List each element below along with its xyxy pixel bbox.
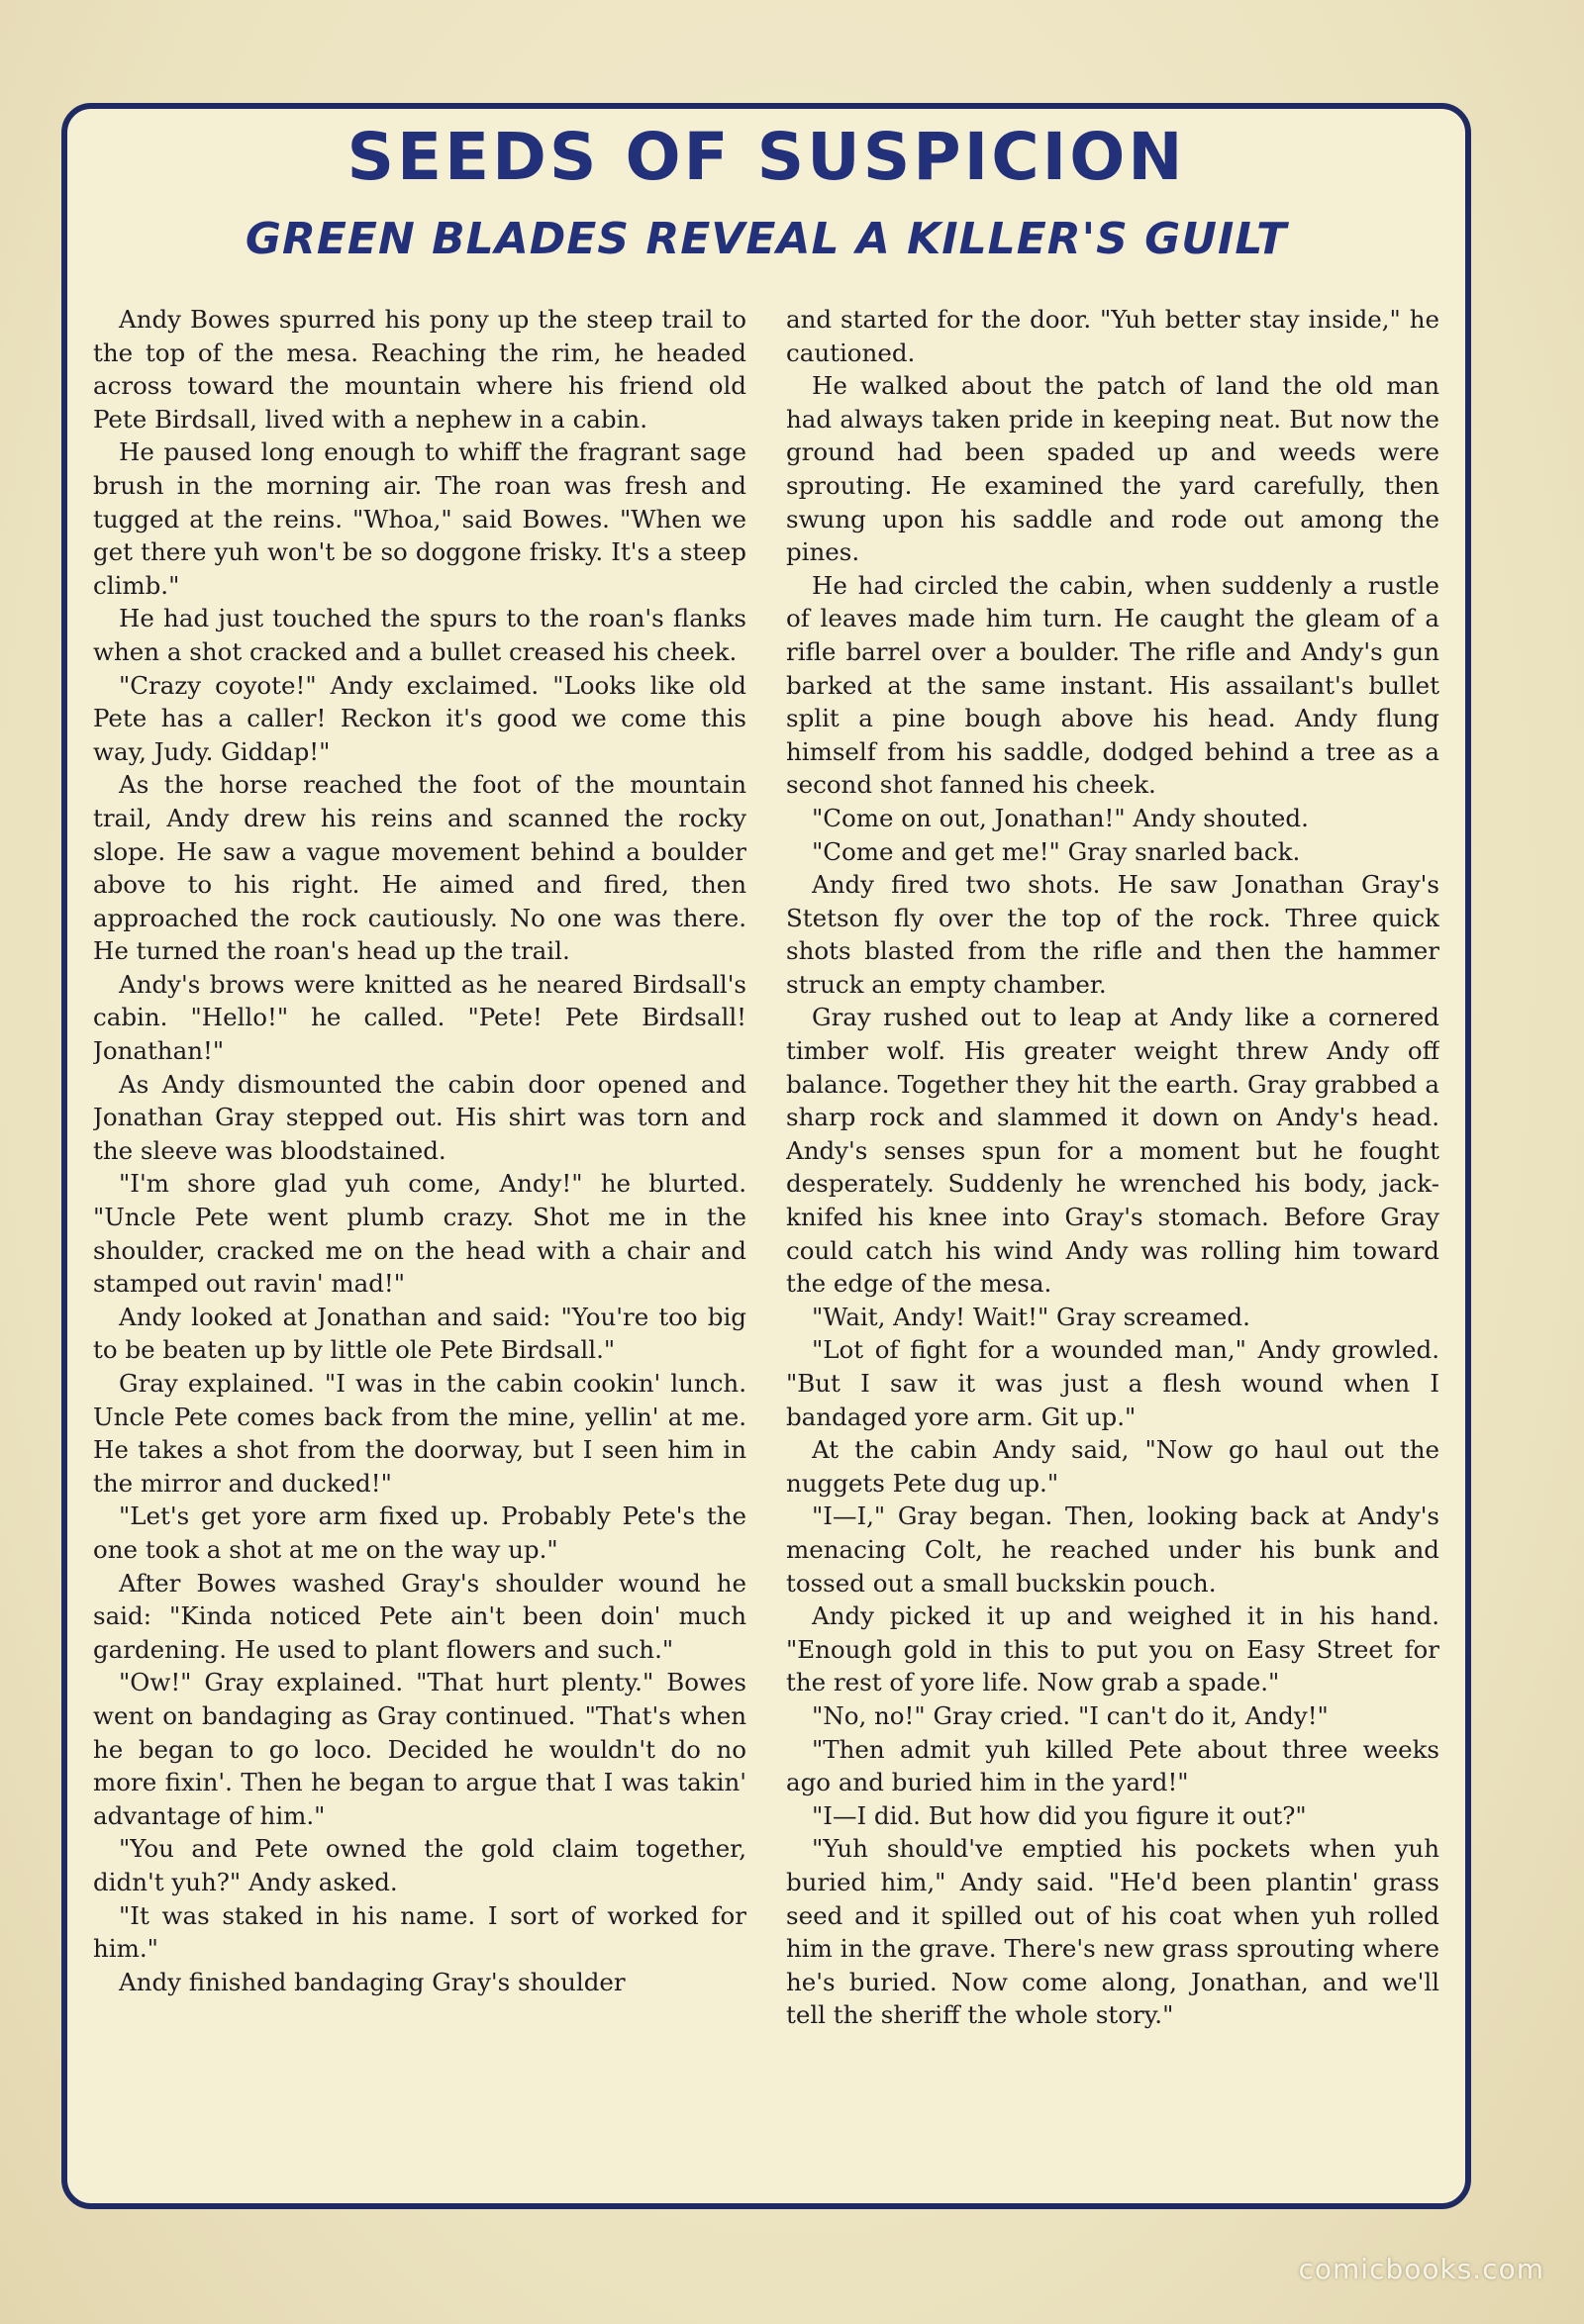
paragraph: "Come and get me!" Gray snarled back. [812, 836, 1301, 866]
paragraph: Andy fired two shots. He saw Jonathan Gray's Stetson fly over the top of the rock. Three quick shots blasted from the rifle and then the hammer struck an empty chamber. [786, 870, 1439, 999]
paragraph: "I'm shore glad yuh come, Andy!" he blurted. "Uncle Pete went plumb crazy. Shot me in the shoulder, cracked me on the head with a chair and stamped out ravin' mad!" [93, 1169, 746, 1299]
story-title: SEEDS OF SUSPICION [346, 119, 1186, 195]
paragraph: At the cabin Andy said, "Now go haul out the nuggets Pete dug up." [786, 1435, 1439, 1498]
paragraph: Gray rushed out to leap at Andy like a cornered timber wolf. His greater weight threw Andy off balance. Together they hit the earth. Gray grabbed a sharp rock and slammed it down on Andy's head. Andy's senses spun for a moment but he fought desperately. Suddenly he wrenched his body, jack-knifed his knee into Gray's stomach. Before Gray could catch his wind Andy was rolling him toward the edge of the mesa. [786, 1003, 1439, 1299]
paragraph: "Let's get yore arm fixed up. Probably Pete's the one took a shot at me on the way up." [93, 1501, 746, 1564]
paragraph: Andy Bowes spurred his pony up the steep trail to the top of the mesa. Reaching the rim, he headed across toward the mountain where his friend old Pete Birdsall, lived with a nephew in a cabin. [93, 305, 746, 434]
paragraph: and started for the door. "Yuh better stay inside," he cautioned. [786, 305, 1439, 367]
right-column [786, 303, 1439, 2193]
paragraph: Andy finished bandaging Gray's shoulder [119, 1967, 626, 1996]
paragraph: "I—I," Gray began. Then, looking back at Andy's menacing Colt, he reached under his bunk and tossed out a small buckskin pouch. [786, 1501, 1439, 1598]
paragraph: "Ow!" Gray explained. "That hurt plenty." Bowes went on bandaging as Gray continued. "That's when he began to go loco. Decided he wouldn't do no more fixin'. Then he began to argue that I was takin' advantage of him." [93, 1668, 746, 1830]
paragraph: Andy looked at Jonathan and said: "You're too big to be beaten up by little ole Pete Birdsall." [93, 1302, 746, 1365]
paragraph: He had circled the cabin, when suddenly a rustle of leaves made him turn. He caught the gleam of a rifle barrel over a boulder. The rifle and Andy's gun barked at the same instant. His assailant's bullet split a pine bough above his head. Andy flung himself from his saddle, dodged behind a tree as a second shot fanned his cheek. [786, 570, 1439, 800]
paragraph: He paused long enough to whiff the fragrant sage brush in the morning air. The roan was fresh and tugged at the reins. "Whoa," said Bowes. "When we get there yuh won't be so doggone frisky. It's a steep climb." [93, 437, 746, 600]
paragraph: "Wait, Andy! Wait!" Gray screamed. [812, 1302, 1250, 1331]
paragraph: As the horse reached the foot of the mountain trail, Andy drew his reins and scanned the rocky slope. He saw a vague movement behind a boulder above to his right. He aimed and fired, then approached the rock cautiously. No one was there. He turned the roan's head up the trail. [93, 770, 746, 966]
paragraph: "Lot of fight for a wounded man," Andy growled. "But I saw it was just a flesh wound when I bandaged yore arm. Git up." [786, 1335, 1439, 1431]
text-columns [93, 303, 1439, 2193]
story-subtitle: GREEN BLADES REVEAL A KILLER'S GUILT [245, 214, 1288, 264]
paragraph: "Come on out, Jonathan!" Andy shouted. [812, 803, 1309, 832]
paragraph: He walked about the patch of land the old man had always taken pride in keeping neat. But now the ground had been spaded up and weeds were sprouting. He examined the yard carefully, then swung upon his saddle and rode out among the pines. [786, 371, 1439, 567]
paragraph: "I—I did. But how did you figure it out?" [812, 1800, 1307, 1830]
paragraph: Gray explained. "I was in the cabin cookin' lunch. Uncle Pete comes back from the mine, yellin' at me. He takes a shot from the doorway, but I seen him in the mirror and ducked!" [93, 1369, 746, 1498]
paragraph: "You and Pete owned the gold claim together, didn't yuh?" Andy asked. [93, 1834, 746, 1896]
left-column [93, 303, 746, 2193]
paragraph: Andy picked it up and weighed it in his hand. "Enough gold in this to put you on Easy Street for the rest of yore life. Now grab a spade." [786, 1601, 1439, 1697]
watermark: comicbooks.com [1298, 2253, 1544, 2285]
paragraph: "Crazy coyote!" Andy exclaimed. "Looks like old Pete has a caller! Reckon it's good we come this way, Judy. Giddap!" [93, 670, 746, 766]
paragraph: "Then admit yuh killed Pete about three weeks ago and buried him in the yard!" [786, 1734, 1439, 1797]
paragraph: "No, no!" Gray cried. "I can't do it, Andy!" [812, 1700, 1329, 1730]
paragraph: As Andy dismounted the cabin door opened and Jonathan Gray stepped out. His shirt was torn and the sleeve was bloodstained. [93, 1069, 746, 1165]
paragraph: He had just touched the spurs to the roan's flanks when a shot cracked and a bullet creased his cheek. [93, 604, 746, 666]
paragraph: After Bowes washed Gray's shoulder wound he said: "Kinda noticed Pete ain't been doin' much gardening. He used to plant flowers and such." [93, 1568, 746, 1664]
paragraph: "Yuh should've emptied his pockets when yuh buried him," Andy said. "He'd been plantin' grass seed and it spilled out of his coat when yuh rolled him in the grave. There's new grass sprouting where he's buried. Now come along, Jonathan, and we'll tell the sheriff the whole story." [786, 1834, 1439, 2030]
story-frame [61, 103, 1471, 2209]
paragraph: Andy's brows were knitted as he neared Birdsall's cabin. "Hello!" he called. "Pete! Pete Birdsall! Jonathan!" [93, 969, 746, 1066]
paragraph: "It was staked in his name. I sort of worked for him." [93, 1900, 746, 1964]
